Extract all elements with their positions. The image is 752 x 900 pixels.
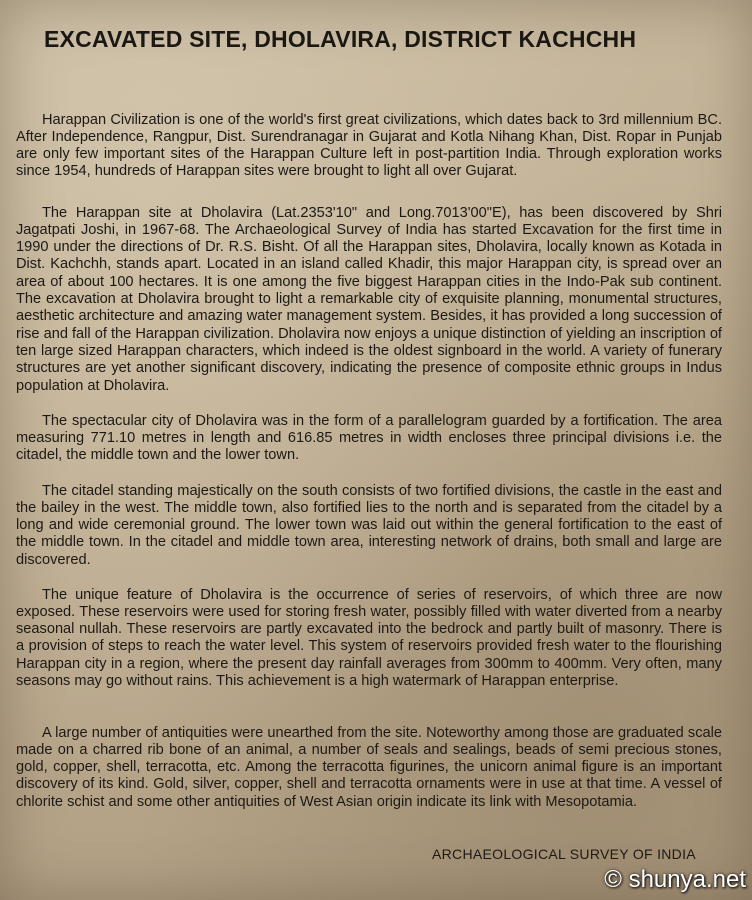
paragraph-intro: Harappan Civilization is one of the world's first great civilizations, which dates back to 3rd millennium BC. After Independence, Rangpur, Dist. Surendranagar in Gujarat and Kotla Nihang Khan, Dist. Ropar in Punjab are only few important sites of the Harappan Culture left in post-partition India. Through exploration works since 1954, hundreds of Harappan sites were brought to light all over Gujarat.: [16, 111, 722, 180]
board-title: EXCAVATED SITE, DHOLAVIRA, DISTRICT KACHCHH: [44, 26, 637, 52]
copyright-watermark: © shunya.net: [604, 866, 746, 893]
paragraph-antiquities: A large number of antiquities were unearthed from the site. Noteworthy among those are graduated scale made on a charred rib bone of an animal, a number of seals and sealings, beads of semi precious stones, gold, copper, shell, terracotta, etc. Among the terracotta figurines, the unicorn animal figure is an important discovery of its kind. Gold, silver, copper, shell and terracotta ornaments were in use at that time. A vessel of chlorite schist and some other antiquities of West Asian origin indicate its link with Mesopotamia.: [16, 724, 722, 810]
paragraph-city-layout: The spectacular city of Dholavira was in the form of a parallelogram guarded by a fortification. The area measuring 771.10 metres in length and 616.85 metres in width encloses three principal divisions i.e. the citadel, the middle town and the lower town.: [16, 412, 722, 464]
paragraph-reservoirs: The unique feature of Dholavira is the occurrence of series of reservoirs, of which three are now exposed. These reservoirs were used for storing fresh water, possibly filled with water diverted from a nearby seasonal nullah. These reservoirs are partly excavated into the bedrock and partly built of masonry. There is a provision of steps to reach the water level. This system of reservoirs provided fresh water to the flourishing Harappan city in a region, where the present day rainfall averages from 300mm to 400mm. Very often, many seasons may go without rains. This achievement is a high watermark of Harappan enterprise.: [16, 586, 722, 690]
footer-organization: ARCHAEOLOGICAL SURVEY OF INDIA: [432, 846, 696, 862]
paragraph-citadel: The citadel standing majestically on the south consists of two fortified divisions, the castle in the east and the bailey in the west. The middle town, also fortified lies to the north and is separated from the citadel by a long and wide ceremonial ground. The lower town was laid out within the general fortification to the east of the middle town. In the citadel and middle town area, interesting network of drains, both small and large are discovered.: [16, 482, 722, 568]
paragraph-discovery: The Harappan site at Dholavira (Lat.2353'10" and Long.7013'00"E), has been discovered by Shri Jagatpati Joshi, in 1967-68. The Archaeological Survey of India has started Excavation for the first time in 1990 under the directions of Dr. R.S. Bisht. Of all the Harappan sites, Dholavira, locally known as Kotada in Dist. Kachchh, stands apart. Located in an island called Khadir, this major Harappan city, is spread over an area of about 100 hectares. It is one among the five biggest Harappan cities in the Indo-Pak sub continent. The excavation at Dholavira brought to light a remarkable city of exquisite planning, monumental structures, aesthetic architecture and amazing water management system. Besides, it has provided a long succession of rise and fall of the Harappan civilization. Dholavira now enjoys a unique distinction of yielding an inscription of ten large sized Harappan characters, which indeed is the oldest signboard in the world. A variety of funerary structures are yet another significant discovery, indicating the presence of composite ethnic groups in Indus population at Dholavira.: [16, 204, 722, 394]
